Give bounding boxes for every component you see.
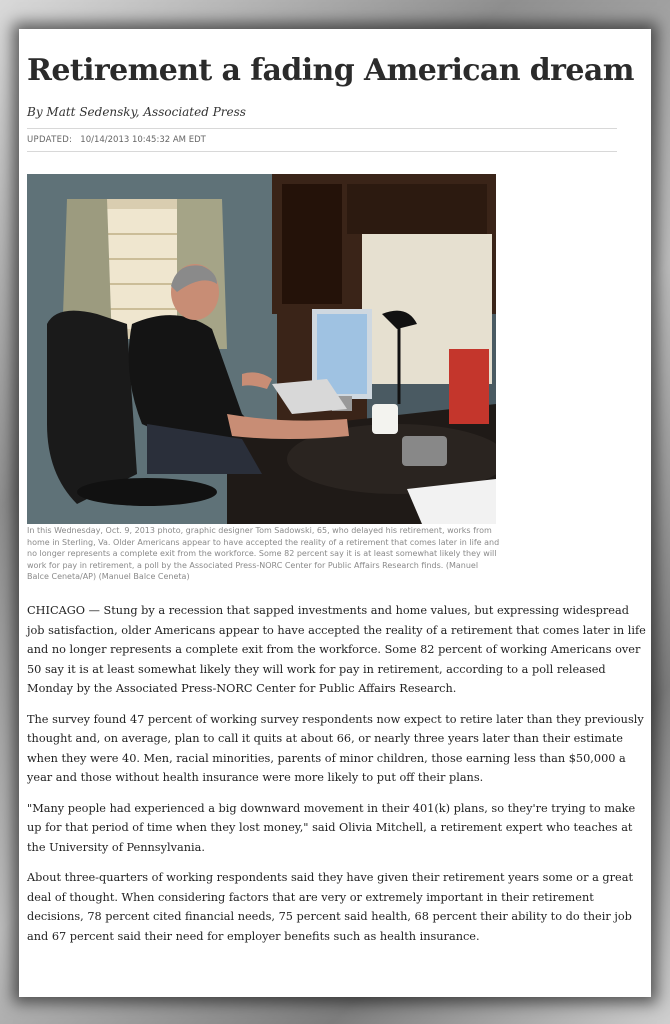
byline: By Matt Sedensky, Associated Press xyxy=(27,105,246,119)
paragraph: CHICAGO — Stung by a recession that sapped investments and home values, but expressing widespread job satisfaction, older Americans appear to have accepted the reality of a retirement that comes later in life and no longer represents a complete exit from the workforce. Some 82 percent of working Americans over 50 say it is at least somewhat likely they will work for pay in retirement, according to a poll released Monday by the Associated Press-NORC Center for Public Affairs Research. xyxy=(27,604,646,695)
paragraph: About three-quarters of working respondents said they have given their retirement years some or a great deal of thought. When considering factors that are very or extremely important in their retirement decisions, 78 percent cited financial needs, 75 percent said health, 68 percent their ability to do their job and 67 percent said their need for employer benefits such as health insurance. xyxy=(27,871,633,943)
article-body xyxy=(27,601,647,957)
article-photo xyxy=(27,174,496,524)
paragraph: "Many people had experienced a big downward movement in their 401(k) plans, so they're trying to make up for that period of time when they lost money," said Olivia Mitchell, a retirement expert who teaches at the University of Pennsylvania. xyxy=(27,801,636,854)
updated-timestamp xyxy=(27,135,206,145)
divider xyxy=(27,151,617,152)
updated-label: UPDATED: xyxy=(27,135,73,145)
headline: Retirement a fading American dream xyxy=(27,53,634,88)
divider xyxy=(27,128,617,129)
updated-value: 10/14/2013 10:45:32 AM EDT xyxy=(80,135,206,145)
article-page xyxy=(19,29,651,997)
paragraph: The survey found 47 percent of working survey respondents now expect to retire later than they previously thought and, on average, plan to call it quits at about 66, or nearly three years later than their estimate when they were 40. Men, racial minorities, parents of minor children, those earning less than $50,000 a year and those without health insurance were more likely to put off their plans. xyxy=(27,712,644,784)
photo-caption: In this Wednesday, Oct. 9, 2013 photo, graphic designer Tom Sadowski, 65, who delayed his retirement, works from home in Sterling, Va. Older Americans appear to have accepted the reality of a retirement that comes later in life and no longer represents a complete exit from the workforce. Some 82 percent say it is at least somewhat likely they will work for pay in retirement, a poll by the Associated Press-NORC Center for Public Affairs Research finds. (Manuel Balce Ceneta/AP) (Manuel Balce Ceneta) xyxy=(27,526,500,581)
